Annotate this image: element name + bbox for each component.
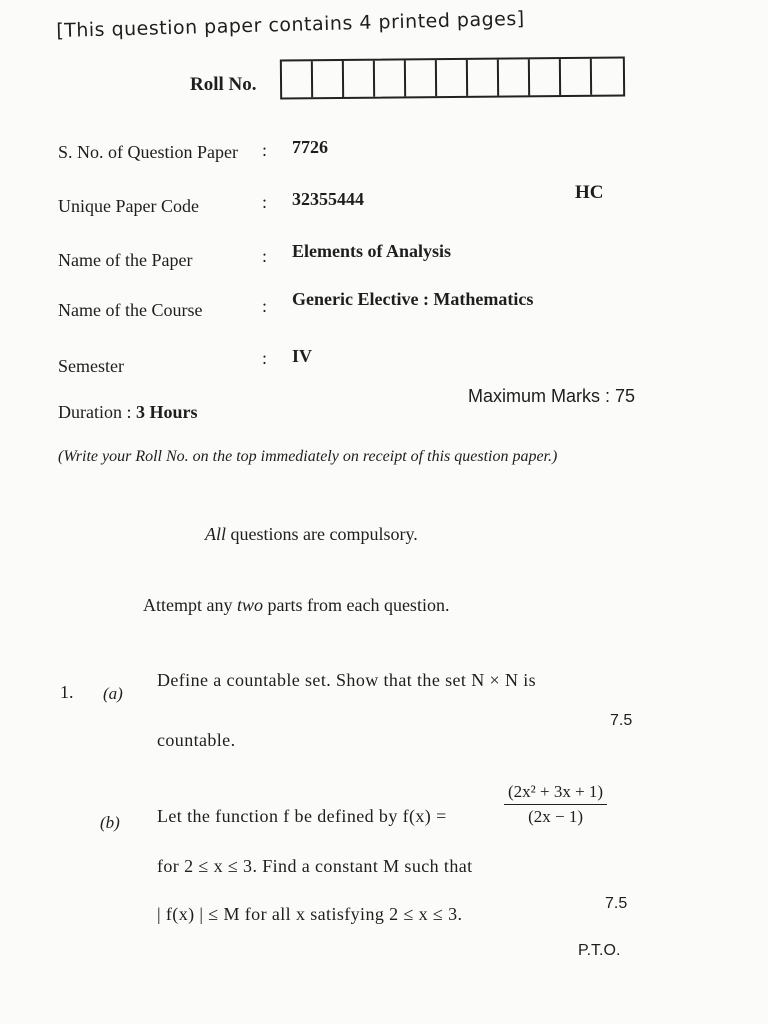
colon: :	[262, 192, 268, 212]
roll-box[interactable]	[468, 60, 499, 96]
duration-value: 3 Hours	[136, 402, 198, 422]
question-number: 1.	[60, 682, 74, 702]
instruction-compulsory	[205, 524, 418, 545]
roll-box[interactable]	[499, 59, 530, 95]
part-a-marks: 7.5	[610, 712, 633, 729]
course-name-label: Name of the Course	[58, 300, 203, 320]
paper-name-label: Name of the Paper	[58, 250, 193, 270]
colon: :	[262, 296, 268, 316]
part-b-line-3: | f(x) | ≤ M for all x satisfying 2 ≤ x ≤ 3.	[157, 904, 463, 924]
roll-box[interactable]	[375, 60, 406, 96]
part-b-line-2: for 2 ≤ x ≤ 3. Find a constant M such that	[157, 856, 473, 876]
part-b-label: (b)	[100, 813, 120, 832]
fraction-numerator: (2x² + 3x + 1)	[504, 782, 607, 805]
instruction-text: Attempt any	[143, 595, 237, 615]
roll-box[interactable]	[282, 61, 313, 97]
semester-label: Semester	[58, 356, 124, 376]
duration	[58, 402, 198, 423]
colon: :	[262, 246, 268, 266]
roll-box[interactable]	[406, 60, 437, 96]
roll-box[interactable]	[561, 59, 592, 95]
colon: :	[262, 140, 268, 160]
instruction-emphasis: two	[236, 595, 263, 615]
semester-value: IV	[292, 346, 313, 366]
instruction-text: questions are compulsory.	[226, 524, 418, 544]
roll-number-label: Roll No.	[190, 74, 257, 95]
please-turn-over: P.T.O.	[578, 942, 621, 959]
colon: :	[262, 348, 268, 368]
roll-box[interactable]	[313, 61, 344, 97]
paper-page-count-line: [This question paper contains 4 printed pages]	[56, 7, 525, 42]
course-name-value: Generic Elective : Mathematics	[292, 289, 534, 309]
fraction-denominator: (2x − 1)	[528, 807, 583, 826]
part-a-line-1: Define a countable set. Show that the set N × N is	[157, 670, 537, 690]
fraction	[504, 782, 607, 827]
paper-name-value: Elements of Analysis	[292, 241, 452, 261]
roll-box[interactable]	[437, 60, 468, 96]
unique-paper-code-label: Unique Paper Code	[58, 196, 199, 216]
part-b-line-1: Let the function f be defined by f(x) =	[157, 806, 447, 826]
roll-number-boxes[interactable]	[280, 56, 625, 99]
part-a-label: (a)	[103, 684, 123, 703]
hc-mark: HC	[575, 182, 604, 203]
part-b-marks: 7.5	[605, 895, 628, 912]
question-paper-number-label: S. No. of Question Paper	[58, 142, 238, 162]
question-paper-number-value: 7726	[292, 137, 328, 157]
roll-box[interactable]	[530, 59, 561, 95]
instruction-text: parts from each question.	[263, 595, 450, 615]
roll-number-note: (Write your Roll No. on the top immediately on receipt of this question paper.)	[58, 448, 558, 465]
part-a-line-2: countable.	[157, 730, 236, 750]
instruction-emphasis: All	[205, 524, 226, 544]
roll-box[interactable]	[344, 61, 375, 97]
roll-box[interactable]	[592, 59, 623, 95]
instruction-attempt	[143, 595, 449, 616]
duration-label: Duration :	[58, 402, 132, 422]
maximum-marks: Maximum Marks : 75	[468, 386, 636, 406]
unique-paper-code-value: 32355444	[292, 189, 364, 209]
